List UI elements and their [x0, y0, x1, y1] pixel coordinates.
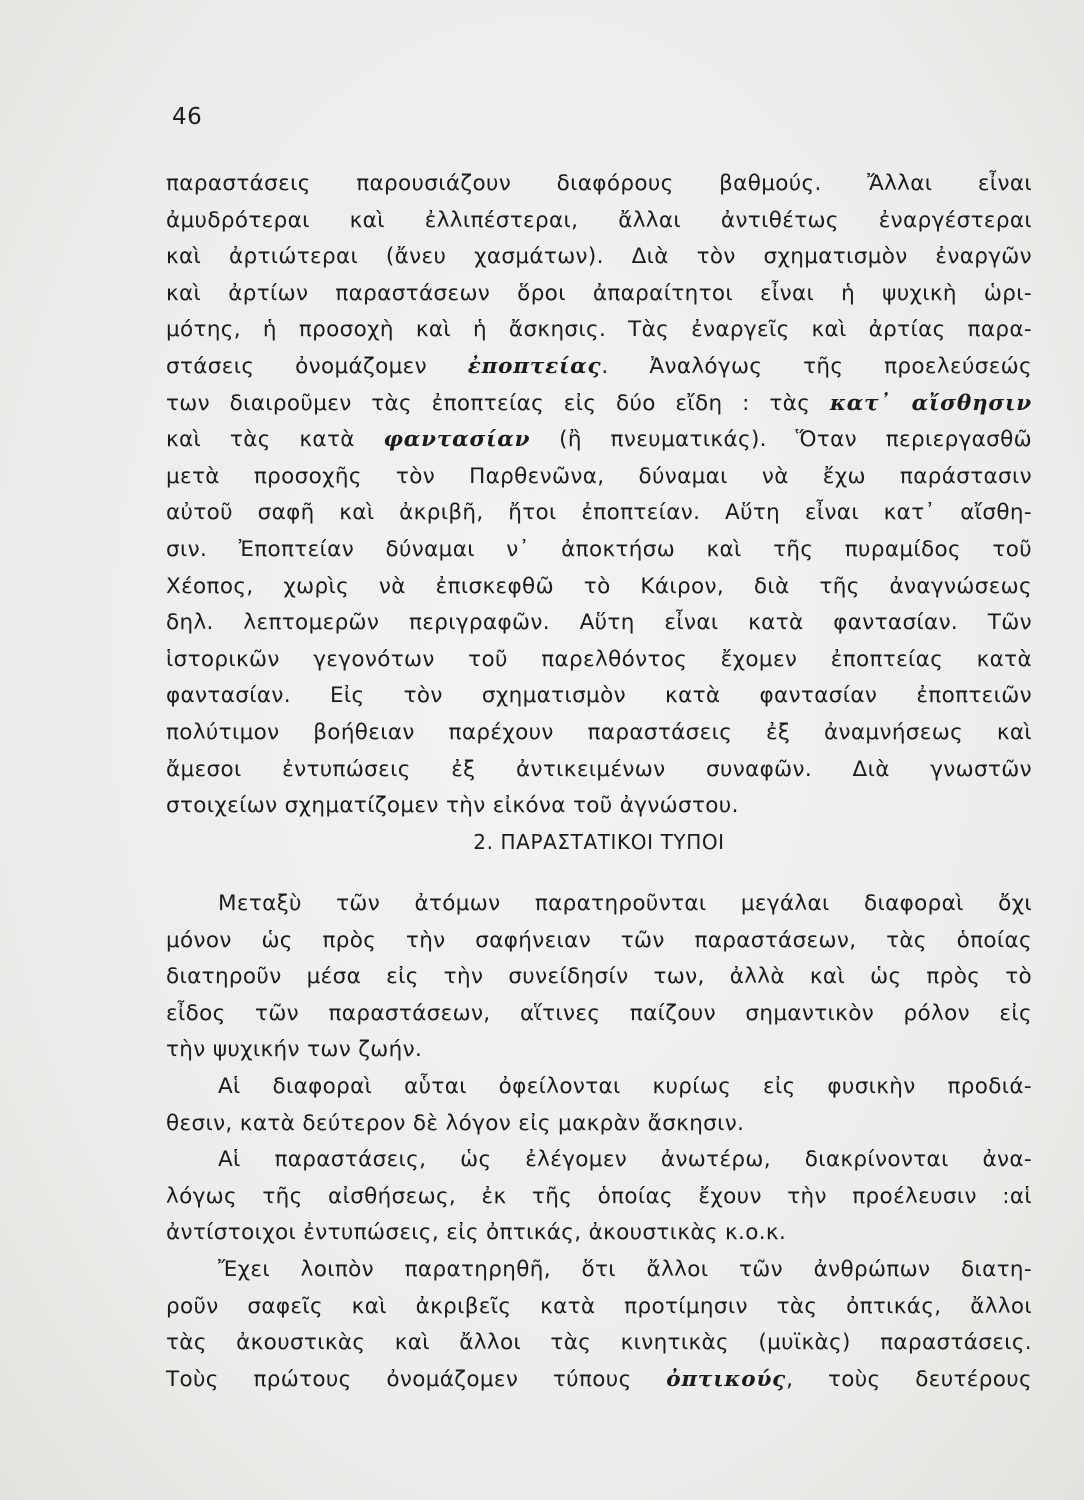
text-line: παραστάσεις παρουσιάζουν διαφόρους βαθμούς. Ἄλλαι εἶναι [166, 171, 1032, 196]
text-run: καὶ τὰς κατὰ [166, 427, 384, 453]
text-run: (ἢ πνευματικάς). Ὅταν περιεργασθῶ [530, 427, 1032, 453]
text-line: θεσιν, κατὰ δεύτερον δὲ λόγον εἰς μακρὰν ἄσκησιν. [166, 1110, 745, 1136]
page-number: 46 [172, 104, 203, 130]
text-line: εἶδος τῶν παραστάσεων, αἵτινες παίζουν σημαντικὸν ρόλον εἰς [166, 1000, 1032, 1026]
text-line: φαντασίαν. Εἰς τὸν σχηματισμὸν κατὰ φαντασίαν ἐποπτειῶν [166, 683, 1032, 709]
text-line: μόνον ὡς πρὸς τὴν σαφήνειαν τῶν παραστάσεων, τὰς ὁποίας [166, 927, 1032, 953]
text-line: μετὰ προσοχῆς τὸν Παρθενῶνα, δύναμαι νὰ ἔχω παράστασιν [166, 463, 1032, 489]
text-line: διατηροῦν μέσα εἰς τὴν συνείδησίν των, ἀλλὰ καὶ ὡς πρὸς τὸ [166, 964, 1032, 990]
text-line: δηλ. λεπτομερῶν περιγραφῶν. Αὕτη εἶναι κατὰ φαντασίαν. Τῶν [166, 610, 1032, 636]
text-line: Αἱ παραστάσεις, ὡς ἐλέγομεν ἀνωτέρω, διακρίνονται ἀνα- [218, 1147, 1032, 1173]
text-line: ἀντίστοιχοι ἐντυπώσεις, εἰς ὀπτικάς, ἀκουστικὰς κ.ο.κ. [166, 1220, 787, 1246]
text-line: αὐτοῦ σαφῆ καὶ ἀκριβῆ, ἤτοι ἐποπτείαν. Αὕτη εἶναι κατ᾿ αἴσθη- [166, 500, 1032, 526]
section-heading: 2. ΠΑΡΑΣΤΑΤΙΚΟΙ ΤΥΠΟΙ [473, 830, 725, 854]
text-line: ροῦν σαφεῖς καὶ ἀκριβεῖς κατὰ προτίμησιν τὰς ὀπτικάς, ἄλλοι [166, 1293, 1032, 1319]
text-line: ἄμεσοι ἐντυπώσεις ἐξ ἀντικειμένων συναφῶν. Διὰ γνωστῶν [166, 756, 1032, 782]
text-run: , τοὺς δευτέρους [786, 1366, 1033, 1392]
emphasized-term: ἐποπτείας [467, 353, 602, 379]
text-line: σιν. Ἐποπτείαν δύναμαι ν᾿ ἀποκτήσω καὶ τῆς πυραμίδος τοῦ [166, 536, 1032, 562]
text-line: Ἔχει λοιπὸν παρατηρηθῆ, ὅτι ἄλλοι τῶν ἀνθρώπων διατη- [218, 1256, 1032, 1282]
text-line: τὰς ἀκουστικὰς καὶ ἄλλοι τὰς κινητικὰς (μυϊκὰς) παραστάσεις. [166, 1330, 1032, 1356]
emphasized-term: ὀπτικούς [666, 1366, 787, 1392]
text-line: καὶ ἀρτίων παραστάσεων ὅροι ἀπαραίτητοι εἶναι ἡ ψυχικὴ ὡρι- [166, 280, 1032, 306]
text-line [166, 1362, 1032, 1399]
text-run: . Ἀναλόγως τῆς προελεύσεώς [601, 353, 1033, 379]
text-line: πολύτιμον βοήθειαν παρέχουν παραστάσεις ἐξ ἀναμνήσεως καὶ [166, 719, 1032, 745]
emphasized-term: κατ᾿ αἴσθησιν [829, 390, 1032, 416]
paragraph-1 [166, 166, 1032, 825]
text-line: μότης, ἡ προσοχὴ καὶ ἡ ἄσκησις. Τὰς ἐναργεῖς καὶ ἀρτίας παρα- [166, 317, 1032, 343]
text-line [166, 386, 1032, 423]
text-line: Αἱ διαφοραὶ αὗται ὀφείλονται κυρίως εἰς φυσικὴν προδιά- [218, 1073, 1032, 1099]
text-line: στοιχείων σχηματίζομεν τὴν εἰκόνα τοῦ ἀγνώστου. [166, 793, 739, 819]
paragraph-2 [166, 886, 1032, 1398]
text-run: στάσεις ὀνομάζομεν [166, 353, 468, 379]
text-line [166, 349, 1032, 386]
emphasized-term: φαντασίαν [383, 427, 531, 453]
text-line: λόγως τῆς αἰσθήσεως, ἐκ τῆς ὁποίας ἔχουν τὴν προέλευσιν :αἱ [166, 1183, 1032, 1209]
text-line: Χέοπος, χωρὶς νὰ ἐπισκεφθῶ τὸ Κάιρον, διὰ τῆς ἀναγνώσεως [166, 573, 1032, 599]
text-line: Μεταξὺ τῶν ἀτόμων παρατηροῦνται μεγάλαι διαφοραὶ ὄχι [218, 891, 1032, 916]
text-line: καὶ ἀρτιώτεραι (ἄνευ χασμάτων). Διὰ τὸν σχηματισμὸν ἐναργῶν [166, 244, 1032, 270]
text-line: τὴν ψυχικήν των ζωήν. [166, 1037, 423, 1063]
text-line: ἀμυδρότεραι καὶ ἐλλιπέστεραι, ἄλλαι ἀντιθέτως ἐναργέστεραι [166, 207, 1032, 233]
text-line: ἱστορικῶν γεγονότων τοῦ παρελθόντος ἔχομεν ἐποπτείας κατὰ [166, 646, 1032, 672]
text-line [166, 422, 1032, 459]
text-run: των διαιροῦμεν τὰς ἐποπτείας εἰς δύο εἴδη : τὰς [166, 390, 830, 416]
text-run: Τοὺς πρώτους ὀνομάζομεν τύπους [166, 1366, 667, 1392]
